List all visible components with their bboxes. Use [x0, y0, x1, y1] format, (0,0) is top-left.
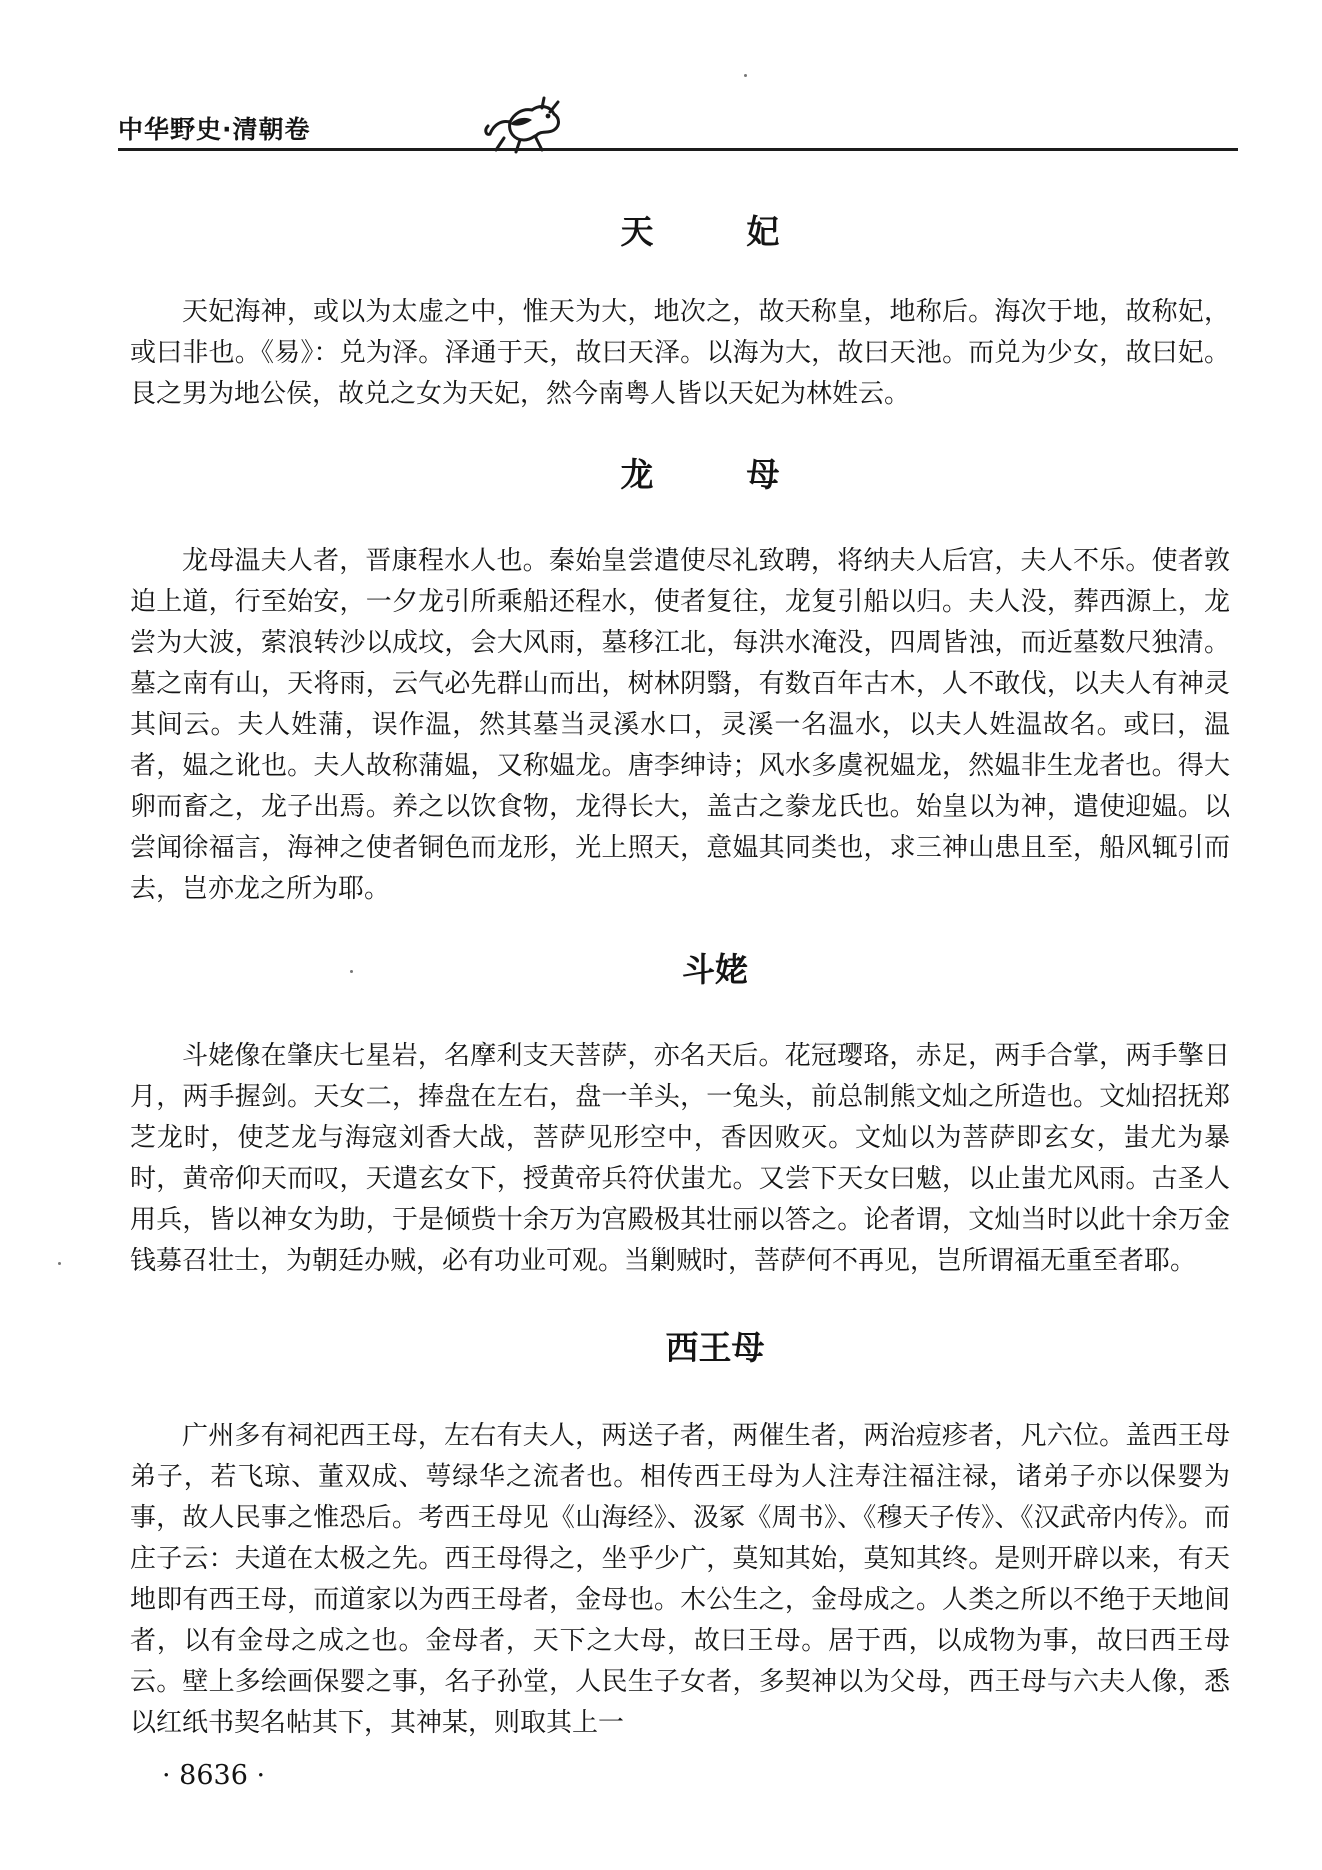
scan-speck [58, 1262, 61, 1265]
page-body [130, 212, 1230, 1744]
series-title: 中华野史·清朝卷 [118, 115, 311, 144]
section-paragraph: 斗姥像在肇庆七星岩，名摩利支天菩萨，亦名天后。花冠璎珞，赤足，两手合掌，两手擎日月，两手握剑。天女二，捧盘在左右，盘一羊头，一兔头，前总制熊文灿之所造也。文灿招抚郑芝龙时，使芝龙与海寇刘香大战，菩萨见形空中，香因败灭。文灿以为菩萨即玄女，蚩尤为暴时，黄帝仰天而叹，天遣玄女下，授黄帝兵符伏蚩尤。又尝下天女曰魃，以止蚩尤风雨。古圣人用兵，皆以神女为助，于是倾赀十余万为宫殿极其壮丽以答之。论者谓，文灿当时以此十余万金钱募召壮士，为朝廷办贼，必有功业可观。当剿贼时，菩萨何不再见，岂所谓福无重至者耶。 [130, 1041, 1230, 1276]
section-title: 天 妃 [620, 212, 810, 251]
header-rule [118, 148, 1238, 151]
section-paragraph: 龙母温夫人者，晋康程水人也。秦始皇尝遣使尽礼致聘，将纳夫人后宫，夫人不乐。使者敦迫上道，行至始安，一夕龙引所乘船还程水，使者复往，龙复引船以归。夫人没，葬西源上，龙尝为大波，萦浪转沙以成坟，会大风雨，墓移江北，每洪水淹没，四周皆浊，而近墓数尺独清。墓之南有山，天将雨，云气必先群山而出，树林阴翳，有数百年古木，人不敢伐，以夫人有神灵其间云。夫人姓蒲，误作温，然其墓当灵溪水口，灵溪一名温水，以夫人姓温故名。或曰，温者，媪之讹也。夫人故称蒲媪，又称媪龙。唐李绅诗；风水多虞祝媪龙，然媪非生龙者也。得大卵而畜之，龙子出焉。养之以饮食物，龙得长大，盖古之豢龙氏也。始皇以为神，遣使迎媪。以尝闻徐福言，海神之使者铜色而龙形，光上照天，意媪其同类也，求三神山患且至，船风辄引而去，岂亦龙之所为耶。 [130, 546, 1230, 904]
section-title: 龙 母 [620, 455, 810, 494]
section-paragraph: 天妃海神，或以为太虚之中，惟天为大，地次之，故天称皇，地称后。海次于地，故称妃，或曰非也。《易》：兑为泽。泽通于天，故曰天泽。以海为大，故曰天池。而兑为少女，故曰妃。艮之男为地公侯，故兑之女为天妃，然今南粤人皆以天妃为林姓云。 [130, 297, 1230, 409]
section-title: 西王母 [665, 1328, 765, 1367]
scan-speck [744, 74, 747, 77]
running-header [118, 94, 1238, 154]
section-paragraph: 广州多有祠祀西王母，左右有夫人，两送子者，两催生者，两治痘疹者，凡六位。盖西王母弟子，若飞琼、董双成、萼绿华之流者也。相传西王母为人注寿注福注禄，诸弟子亦以保婴为事，故人民事之惟恐后。考西王母见《山海经》、汲冢《周书》、《穆天子传》、《汉武帝内传》。而庄子云：夫道在太极之先。西王母得之，坐乎少广，莫知其始，莫知其终。是则开辟以来，有天地即有西王母，而道家以为西王母者，金母也。木公生之，金母成之。人类之所以不绝于天地间者，以有金母之成之也。金母者，天下之大母，故曰王母。居于西，以成物为事，故曰西王母云。壁上多绘画保婴之事，名子孙堂，人民生子女者，多契神以为父母，西王母与六夫人像，悉以红纸书契名帖其下，其神某，则取其上一 [130, 1421, 1230, 1738]
section-title: 斗姥 [682, 950, 748, 989]
scan-speck [350, 970, 353, 973]
page-number: · 8636 · [162, 1760, 266, 1791]
dragon-emblem-icon [480, 94, 566, 154]
